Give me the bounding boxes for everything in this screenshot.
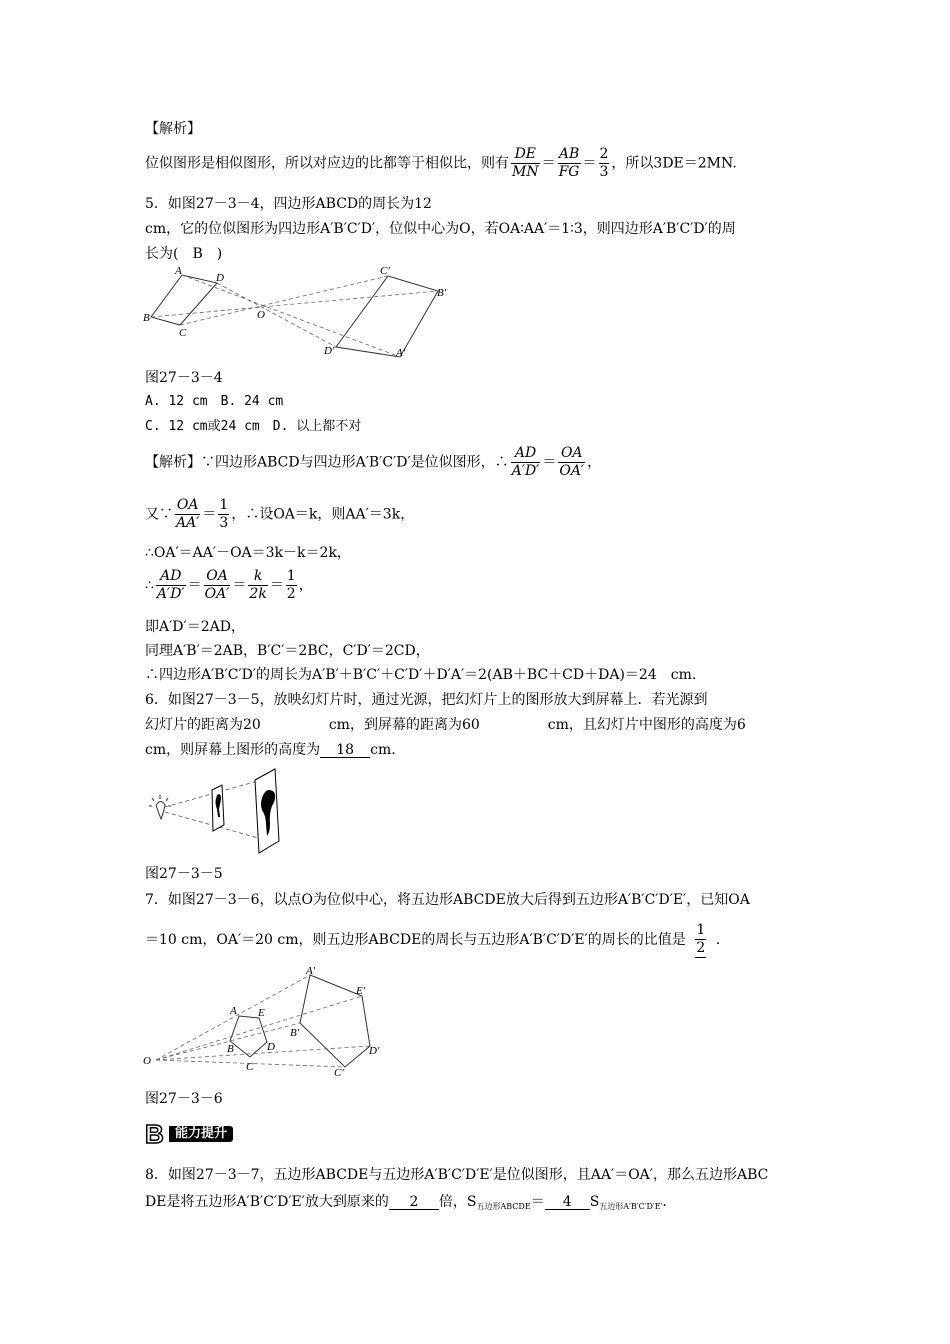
fraction: $\frac{1}{2}$ bbox=[286, 568, 296, 602]
fig-label: O bbox=[143, 1055, 151, 1067]
analysis-text-q4: 位似图形是相似图形，所以对应边的比都等于相似比，则有 $\frac{DE}{MN}$ ＝ $\frac{AB}{FG}$ ＝ $\frac{2}{3}$ ，所以3DE＝2MN. bbox=[145, 146, 737, 180]
solution-5-line6: 同理A′B′＝2AB，B′C′＝2BC，C′D′＝2CD， bbox=[145, 643, 430, 659]
fig-label: B′ bbox=[437, 287, 447, 299]
answer-blank: 2 bbox=[389, 1195, 439, 1210]
question-8-line1: 8．如图27－3－7，五边形ABCDE与五边形A′B′C′D′E′是位似图形，且AA′＝OA′，那么五边形ABC bbox=[145, 1167, 769, 1183]
figure-27-3-6 bbox=[140, 966, 390, 1081]
question-6-line1: 6．如图27－3－5，放映幻灯片时，通过光源，把幻灯片上的图形放大到屏幕上．若光源到 bbox=[145, 692, 708, 708]
fig-label: D bbox=[216, 272, 224, 284]
caption-27-3-5: 图27－3－5 bbox=[145, 866, 223, 882]
fraction: $\frac{AD}{A'D'}$ bbox=[156, 568, 185, 602]
fig-label: A′ bbox=[396, 347, 406, 359]
fraction: $\frac{OA}{OA'}$ bbox=[559, 445, 585, 479]
fig-label: D′ bbox=[324, 345, 335, 357]
fig-label: D′ bbox=[369, 1045, 380, 1057]
fraction: $\frac{1}{2}$ bbox=[696, 922, 706, 956]
fraction: $\frac{OA}{OA'}$ bbox=[204, 568, 230, 602]
section-banner bbox=[145, 1119, 245, 1149]
question-6-line3: cm，则屏幕上图形的高度为 18 cm. bbox=[145, 742, 396, 758]
fig-label: C′ bbox=[334, 1067, 344, 1079]
light-source-icon bbox=[149, 795, 171, 819]
solution-5-line7: ∴四边形A′B′C′D′的周长为A′B′＋B′C′＋C′D′＋D′A′＝2(AB＋BC＋CD＋DA)＝24 cm. bbox=[145, 667, 697, 683]
caption-27-3-6: 图27－3－6 bbox=[145, 1091, 223, 1107]
fig-label: A′ bbox=[306, 966, 316, 977]
solution-5-line1: 【解析】∵四边形ABCD与四边形A′B′C′D′是位似图形，∴ $\frac{AD}{A'D'}$ ＝ $\frac{OA}{OA'}$ ， bbox=[145, 445, 602, 479]
option-ab: A. 12 cm B. 24 cm bbox=[145, 394, 284, 409]
fig-label: C′ bbox=[380, 265, 390, 277]
figure-27-3-5 bbox=[145, 765, 295, 860]
analysis-label: 【解析】 bbox=[145, 121, 201, 137]
question-5-line3: 长为( B ) bbox=[145, 246, 223, 262]
question-6-line2: 幻灯片的距离为20 cm，到屏幕的距离为60 cm，且幻灯片中图形的高度为6 bbox=[145, 717, 746, 733]
solution-5-line5: 即A′D′＝2AD， bbox=[145, 619, 245, 635]
solution-5-line2: 又∵ $\frac{OA}{AA'}$ ＝ $\frac{1}{3}$ ，∴设OA＝k，则AA′＝3k， bbox=[145, 497, 415, 531]
fraction: $\frac{k}{2k}$ bbox=[249, 568, 267, 602]
fraction: $\frac{AB}{FG}$ bbox=[558, 146, 580, 180]
option-cd: C. 12 cm或24 cm D. 以上都不对 bbox=[145, 419, 362, 434]
fig-label: C bbox=[246, 1061, 254, 1073]
caption-27-3-4: 图27－3－4 bbox=[145, 370, 223, 386]
question-8-line2: DE是将五边形A′B′C′D′E′放大到原来的 2 倍，$S_{五边形ABCDE}= 4$ $S_{五边形A'B'C'D'E'}$. bbox=[145, 1194, 667, 1211]
fig-label: D bbox=[267, 1041, 275, 1053]
answer-blank: 18 bbox=[320, 743, 370, 758]
fraction: $\frac{DE}{MN}$ bbox=[512, 146, 539, 180]
question-7-line2: ＝10 cm，OA′＝20 cm，则五边形ABCDE的周长与五边形A′B′C′D′E′的周长的比值是 $\frac{1}{2}$ . bbox=[145, 922, 721, 956]
fraction: $\frac{OA}{AA'}$ bbox=[176, 497, 200, 531]
question-5-line1: 5．如图27－3－4，四边形ABCD的周长为12 bbox=[145, 196, 432, 212]
fig-label: O bbox=[257, 309, 265, 321]
question-5-line2: cm，它的位似图形为四边形A′B′C′D′，位似中心为O，若OA∶AA′＝1∶3，则四边形A′B′C′D′的周 bbox=[145, 221, 736, 237]
banner-text: 能力提升 bbox=[169, 1126, 233, 1142]
fig-label: E′ bbox=[356, 985, 366, 997]
fig-label: A bbox=[175, 265, 182, 277]
figure-27-3-4 bbox=[140, 262, 470, 362]
fig-label: C bbox=[179, 327, 187, 339]
fraction: $\frac{AD}{A'D'}$ bbox=[511, 445, 540, 479]
question-7-line1: 7．如图27－3－6，以点O为位似中心，将五边形ABCDE放大后得到五边形A′B′C′D′E′，已知OA bbox=[145, 892, 750, 908]
fig-label: E bbox=[258, 1007, 265, 1019]
answer-blank: 4 bbox=[545, 1195, 590, 1210]
banner-letter: B bbox=[145, 1119, 164, 1149]
solution-5-line4: ∴ $\frac{AD}{A'D'}$ ＝ $\frac{OA}{OA'}$ ＝ $\frac{k}{2k}$ ＝ $\frac{1}{2}$ ， bbox=[145, 568, 313, 602]
fraction: $\frac{2}{3}$ bbox=[599, 146, 609, 180]
fig-label: B′ bbox=[290, 1027, 300, 1039]
fig-label: B bbox=[227, 1043, 234, 1055]
solution-5-line3: ∴OA′＝AA′－OA＝3k－k＝2k， bbox=[145, 545, 351, 561]
fig-label: A bbox=[230, 1005, 237, 1017]
answer-blank bbox=[686, 922, 716, 958]
fig-label: B bbox=[143, 312, 150, 324]
fraction: $\frac{1}{3}$ bbox=[219, 497, 229, 531]
